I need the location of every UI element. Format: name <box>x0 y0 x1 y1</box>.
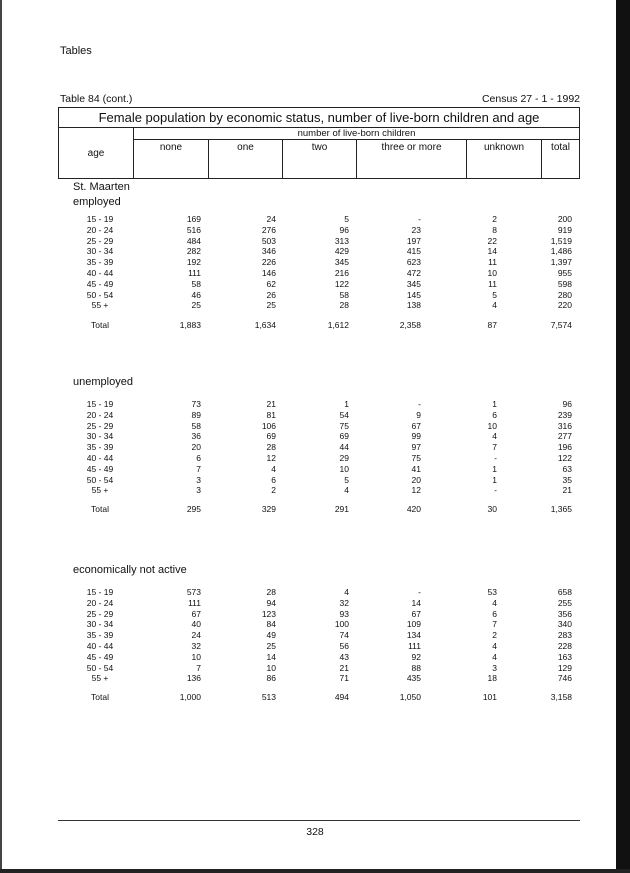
cell-three-or-more: 41 <box>411 463 421 474</box>
cell-total: 1,486 <box>550 246 572 257</box>
table-row <box>0 663 630 674</box>
cell-age: 20 - 24 <box>86 409 114 420</box>
table-row <box>0 630 630 641</box>
cell-unknown: 18 <box>487 673 497 684</box>
total-row <box>0 504 630 515</box>
group-header: number of live-born children <box>134 128 580 140</box>
cell-age: 30 - 34 <box>86 246 114 257</box>
table-row <box>0 442 630 453</box>
cell-three-or-more: 9 <box>416 409 421 420</box>
cell-none: 3 <box>196 485 201 496</box>
cell-two: 345 <box>334 257 349 268</box>
cell-none: 111 <box>188 268 201 278</box>
cell-two: 313 <box>334 235 349 246</box>
cell-three-or-more: 472 <box>406 268 421 278</box>
cell-none: 73 <box>191 399 201 409</box>
cell-total: 255 <box>557 597 572 608</box>
cell-age: 30 - 34 <box>86 431 114 442</box>
cell-age: Total <box>91 692 109 702</box>
cell-none: 46 <box>191 289 201 300</box>
cell-one: 94 <box>266 597 276 608</box>
cell-none: 67 <box>191 608 201 619</box>
table-row <box>0 431 630 442</box>
cell-age: 55 + <box>91 673 109 684</box>
cell-total: 96 <box>562 399 572 409</box>
cell-unknown: 4 <box>492 431 497 442</box>
cell-age: 45 - 49 <box>86 463 114 474</box>
table-row <box>0 410 630 421</box>
cell-two: 21 <box>339 662 349 673</box>
cell-age: 55 + <box>91 485 109 496</box>
cell-two: 100 <box>334 619 349 630</box>
cell-two: 93 <box>339 608 349 619</box>
cell-unknown: - <box>494 453 497 463</box>
cell-age: 50 - 54 <box>86 474 114 485</box>
cell-none: 295 <box>186 504 201 514</box>
table-row <box>0 268 630 279</box>
cell-unknown: 10 <box>487 268 497 278</box>
area-label: St. Maarten <box>73 181 130 193</box>
cell-one: 49 <box>266 630 276 641</box>
section-label: employed <box>73 196 121 208</box>
cell-unknown: 1 <box>492 463 497 474</box>
table-row <box>0 485 630 496</box>
table-row <box>0 421 630 432</box>
cell-two: 74 <box>339 630 349 641</box>
cell-one: 69 <box>266 431 276 442</box>
table-row <box>0 598 630 609</box>
cell-none: 282 <box>186 246 201 257</box>
cell-unknown: 4 <box>492 651 497 662</box>
cell-three-or-more: 75 <box>411 453 421 463</box>
cell-age: 40 - 44 <box>86 268 114 278</box>
cell-none: 20 <box>191 442 201 453</box>
cell-two: 54 <box>339 409 349 420</box>
cell-one: 1,634 <box>254 320 276 330</box>
cell-unknown: 3 <box>492 662 497 673</box>
cell-one: 226 <box>261 257 276 268</box>
cell-one: 84 <box>266 619 276 630</box>
table-row <box>0 587 630 598</box>
cell-age: Total <box>91 504 109 514</box>
cell-two: 44 <box>339 442 349 453</box>
cell-three-or-more: 109 <box>406 619 421 630</box>
cell-none: 573 <box>186 587 201 597</box>
cell-unknown: 6 <box>492 608 497 619</box>
cell-one: 146 <box>261 268 276 278</box>
cell-none: 7 <box>196 662 201 673</box>
cell-total: 658 <box>557 587 572 597</box>
cell-total: 955 <box>557 268 572 278</box>
cell-unknown: 14 <box>487 246 497 257</box>
table-row <box>0 619 630 630</box>
cell-age: Total <box>91 320 109 330</box>
cell-one: 276 <box>261 224 276 235</box>
cell-two: 69 <box>339 431 349 442</box>
cell-none: 89 <box>191 409 201 420</box>
cell-total: 340 <box>557 619 572 630</box>
cell-none: 32 <box>191 641 201 651</box>
cell-three-or-more: 145 <box>406 289 421 300</box>
cell-three-or-more: 12 <box>411 485 421 496</box>
cell-three-or-more: 99 <box>411 431 421 442</box>
cell-total: 122 <box>557 453 572 463</box>
cell-age: 35 - 39 <box>86 257 114 268</box>
cell-age: 35 - 39 <box>86 630 114 641</box>
cell-unknown: 1 <box>492 474 497 485</box>
cell-total: 7,574 <box>550 320 572 330</box>
cell-age: 35 - 39 <box>86 442 114 453</box>
cell-total: 1,519 <box>550 235 572 246</box>
cell-age: 40 - 44 <box>86 641 114 651</box>
cell-total: 356 <box>557 608 572 619</box>
cell-one: 86 <box>266 673 276 684</box>
cell-age: 45 - 49 <box>86 651 114 662</box>
cell-three-or-more: 67 <box>411 608 421 619</box>
column-header-age: age <box>59 128 134 179</box>
cell-none: 136 <box>186 673 201 684</box>
cell-three-or-more: 415 <box>406 246 421 257</box>
table-row <box>0 464 630 475</box>
cell-one: 28 <box>266 442 276 453</box>
cell-three-or-more: 97 <box>411 442 421 453</box>
cell-two: 429 <box>334 246 349 257</box>
cell-total: 280 <box>557 289 572 300</box>
cell-three-or-more: 67 <box>411 420 421 431</box>
cell-two: 1 <box>344 399 349 409</box>
cell-total: 200 <box>557 214 572 224</box>
cell-unknown: 1 <box>492 399 497 409</box>
cell-three-or-more: 2,358 <box>399 320 421 330</box>
cell-one: 346 <box>261 246 276 257</box>
cell-none: 484 <box>186 235 201 246</box>
cell-three-or-more: 134 <box>406 630 421 641</box>
cell-two: 58 <box>339 289 349 300</box>
cell-total: 196 <box>557 442 572 453</box>
table-row <box>0 652 630 663</box>
cell-none: 58 <box>191 278 201 289</box>
total-row <box>0 320 630 331</box>
cell-total: 220 <box>557 300 572 311</box>
table-row <box>0 300 630 311</box>
cell-age: 55 + <box>91 300 109 311</box>
table-title: Female population by economic status, number of live-born children and age <box>59 108 580 128</box>
cell-total: 598 <box>557 278 572 289</box>
cell-one: 513 <box>261 692 276 702</box>
cell-three-or-more: - <box>418 214 421 224</box>
cell-two: 5 <box>344 474 349 485</box>
table-row <box>0 475 630 486</box>
table-header <box>58 107 580 179</box>
cell-total: 239 <box>557 409 572 420</box>
cell-one: 10 <box>266 662 276 673</box>
cell-total: 746 <box>557 673 572 684</box>
cell-unknown: 7 <box>492 619 497 630</box>
cell-total: 1,397 <box>550 257 572 268</box>
cell-one: 81 <box>266 409 276 420</box>
cell-two: 29 <box>339 453 349 463</box>
cell-none: 24 <box>191 630 201 641</box>
cell-unknown: 2 <box>492 630 497 641</box>
page-number: 328 <box>306 826 324 838</box>
cell-three-or-more: 197 <box>406 235 421 246</box>
cell-two: 96 <box>339 224 349 235</box>
census-date: Census 27 - 1 - 1992 <box>481 93 580 105</box>
cell-three-or-more: 20 <box>411 474 421 485</box>
cell-unknown: 30 <box>487 504 497 514</box>
cell-one: 14 <box>266 651 276 662</box>
cell-none: 192 <box>186 257 201 268</box>
cell-total: 63 <box>562 463 572 474</box>
cell-age: 25 - 29 <box>86 420 114 431</box>
table-row <box>0 641 630 652</box>
cell-three-or-more: - <box>418 587 421 597</box>
cell-one: 2 <box>271 485 276 496</box>
column-header-total: total <box>542 140 580 179</box>
cell-age: 20 - 24 <box>86 597 114 608</box>
column-header-one: one <box>209 140 283 179</box>
cell-unknown: 7 <box>492 442 497 453</box>
cell-two: 43 <box>339 651 349 662</box>
cell-none: 516 <box>186 224 201 235</box>
cell-none: 1,000 <box>179 692 201 702</box>
cell-two: 494 <box>334 692 349 702</box>
cell-unknown: 11 <box>488 257 497 268</box>
cell-age: 20 - 24 <box>86 224 114 235</box>
cell-total: 316 <box>557 420 572 431</box>
cell-two: 216 <box>334 268 349 278</box>
cell-total: 283 <box>557 630 572 641</box>
table-row <box>0 673 630 684</box>
cell-one: 106 <box>261 420 276 431</box>
cell-two: 4 <box>344 485 349 496</box>
cell-total: 129 <box>557 662 572 673</box>
cell-age: 15 - 19 <box>86 399 114 409</box>
cell-age: 25 - 29 <box>86 608 114 619</box>
cell-unknown: 2 <box>492 214 497 224</box>
column-header-unknown: unknown <box>467 140 542 179</box>
cell-none: 111 <box>188 597 201 608</box>
cell-two: 291 <box>334 504 349 514</box>
table-row <box>0 257 630 268</box>
total-row <box>0 692 630 703</box>
cell-one: 25 <box>266 300 276 311</box>
cell-three-or-more: 88 <box>411 662 421 673</box>
cell-unknown: - <box>494 485 497 496</box>
table-caption: Table 84 (cont.) <box>60 93 133 105</box>
cell-three-or-more: 23 <box>411 224 421 235</box>
section-label: unemployed <box>73 376 133 388</box>
cell-three-or-more: 138 <box>406 300 421 311</box>
cell-unknown: 53 <box>487 587 497 597</box>
cell-two: 32 <box>339 597 349 608</box>
cell-two: 75 <box>339 420 349 431</box>
cell-two: 122 <box>334 278 349 289</box>
cell-two: 71 <box>339 673 349 684</box>
cell-two: 10 <box>339 463 349 474</box>
cell-total: 919 <box>557 224 572 235</box>
cell-unknown: 87 <box>487 320 497 330</box>
cell-age: 45 - 49 <box>86 278 114 289</box>
cell-total: 35 <box>562 474 572 485</box>
cell-unknown: 4 <box>492 300 497 311</box>
cell-one: 25 <box>266 641 276 651</box>
table-row <box>0 236 630 247</box>
cell-three-or-more: 111 <box>408 641 421 651</box>
cell-age: 50 - 54 <box>86 289 114 300</box>
cell-three-or-more: 345 <box>406 278 421 289</box>
cell-age: 40 - 44 <box>86 453 114 463</box>
cell-unknown: 10 <box>487 420 497 431</box>
cell-three-or-more: 435 <box>406 673 421 684</box>
cell-three-or-more: 14 <box>411 597 421 608</box>
column-header-two: two <box>283 140 357 179</box>
cell-none: 6 <box>196 453 201 463</box>
table-row <box>0 225 630 236</box>
cell-unknown: 8 <box>492 224 497 235</box>
cell-one: 4 <box>271 463 276 474</box>
column-header-three-or-more: three or more <box>357 140 467 179</box>
table-row <box>0 214 630 225</box>
cell-age: 15 - 19 <box>86 587 114 597</box>
cell-none: 3 <box>196 474 201 485</box>
cell-two: 28 <box>339 300 349 311</box>
cell-total: 3,158 <box>550 692 572 702</box>
footer-rule <box>58 820 580 821</box>
cell-none: 169 <box>186 214 201 224</box>
cell-none: 58 <box>191 420 201 431</box>
cell-age: 50 - 54 <box>86 662 114 673</box>
cell-three-or-more: 1,050 <box>399 692 421 702</box>
cell-unknown: 11 <box>488 278 497 289</box>
cell-one: 12 <box>266 453 276 463</box>
cell-one: 24 <box>266 214 276 224</box>
cell-one: 62 <box>266 278 276 289</box>
cell-three-or-more: 623 <box>406 257 421 268</box>
cell-unknown: 4 <box>492 597 497 608</box>
cell-age: 25 - 29 <box>86 235 114 246</box>
cell-two: 5 <box>344 214 349 224</box>
cell-one: 123 <box>261 608 276 619</box>
cell-three-or-more: 420 <box>406 504 421 514</box>
table-row <box>0 279 630 290</box>
cell-unknown: 101 <box>482 692 497 702</box>
cell-age: 15 - 19 <box>86 214 114 224</box>
cell-one: 28 <box>266 587 276 597</box>
page-header: Tables <box>60 45 92 57</box>
table-row <box>0 246 630 257</box>
cell-none: 1,883 <box>179 320 201 330</box>
cell-total: 277 <box>557 431 572 442</box>
cell-two: 56 <box>339 641 349 651</box>
cell-none: 7 <box>196 463 201 474</box>
cell-total: 1,365 <box>550 504 572 514</box>
cell-unknown: 6 <box>492 409 497 420</box>
cell-age: 30 - 34 <box>86 619 114 630</box>
table-row <box>0 290 630 301</box>
cell-one: 329 <box>261 504 276 514</box>
cell-none: 25 <box>191 300 201 311</box>
scan-edge <box>0 869 630 873</box>
table-row <box>0 609 630 620</box>
table-row <box>0 399 630 410</box>
cell-unknown: 5 <box>492 289 497 300</box>
cell-one: 503 <box>261 235 276 246</box>
cell-three-or-more: 92 <box>411 651 421 662</box>
cell-none: 40 <box>191 619 201 630</box>
cell-total: 228 <box>557 641 572 651</box>
column-header-none: none <box>134 140 209 179</box>
cell-three-or-more: - <box>418 399 421 409</box>
cell-one: 26 <box>266 289 276 300</box>
cell-total: 21 <box>562 485 572 496</box>
cell-none: 10 <box>191 651 201 662</box>
cell-total: 163 <box>557 651 572 662</box>
cell-one: 6 <box>271 474 276 485</box>
cell-unknown: 4 <box>492 641 497 651</box>
section-label: economically not active <box>73 564 187 576</box>
cell-two: 4 <box>344 587 349 597</box>
table-row <box>0 453 630 464</box>
cell-one: 21 <box>266 399 276 409</box>
cell-two: 1,612 <box>327 320 349 330</box>
cell-unknown: 22 <box>487 235 497 246</box>
cell-none: 36 <box>191 431 201 442</box>
